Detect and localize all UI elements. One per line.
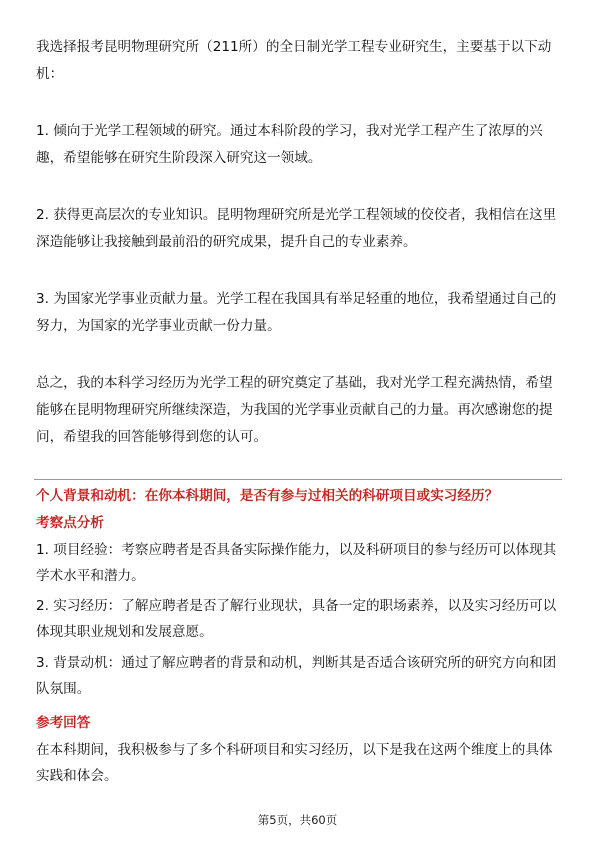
answer-heading: 参考回答 (36, 715, 91, 731)
intro-paragraph: 我选择报考昆明物理研究所（211所）的全日制光学工程专业研究生，主要基于以下动机： (36, 39, 552, 82)
answer-paragraph: 在本科期间，我积极参与了多个科研项目和实习经历，以下是我在这两个维度上的具体实践和体会。 (36, 742, 553, 784)
question-title: 个人背景和动机：在你本科期间，是否有参与过相关的科研项目或实习经历？ (36, 488, 499, 504)
motive-item-2: 2. 获得更高层次的专业知识。昆明物理研究所是光学工程领域的佼佼者，我相信在这里深造能够让我接触到最前沿的研究成果，提升自己的专业素养。 (36, 207, 557, 250)
conclusion-paragraph: 总之，我的本科学习经历为光学工程的研究奠定了基础，我对光学工程充满热情，希望能够在昆明物理研究所继续深造，为我国的光学事业贡献自己的力量。再次感谢您的提问，希望我的回答能够得到您的认可。 (36, 375, 553, 445)
page-number: 第5页，共60页 (257, 813, 338, 827)
analysis-heading: 考察点分析 (36, 515, 104, 531)
motive-item-1: 1. 倾向于光学工程领域的研究。通过本科阶段的学习，我对光学工程产生了浓厚的兴趣，希望能够在研究生阶段深入研究这一领域。 (36, 123, 543, 166)
analysis-item-2: 2. 实习经历：了解应聘者是否了解行业现状，具备一定的职场素养，以及实习经历可以体现其职业规划和发展意愿。 (36, 598, 557, 640)
motive-item-3: 3. 为国家光学事业贡献力量。光学工程在我国具有举足轻重的地位，我希望通过自己的努力，为国家的光学事业贡献一份力量。 (36, 291, 557, 334)
analysis-item-1: 1. 项目经验：考察应聘者是否具备实际操作能力，以及科研项目的参与经历可以体现其学术水平和潜力。 (36, 542, 557, 584)
section-divider (34, 479, 562, 480)
analysis-item-3: 3. 背景动机：通过了解应聘者的背景和动机，判断其是否适合该研究所的研究方向和团队氛围。 (36, 655, 557, 697)
